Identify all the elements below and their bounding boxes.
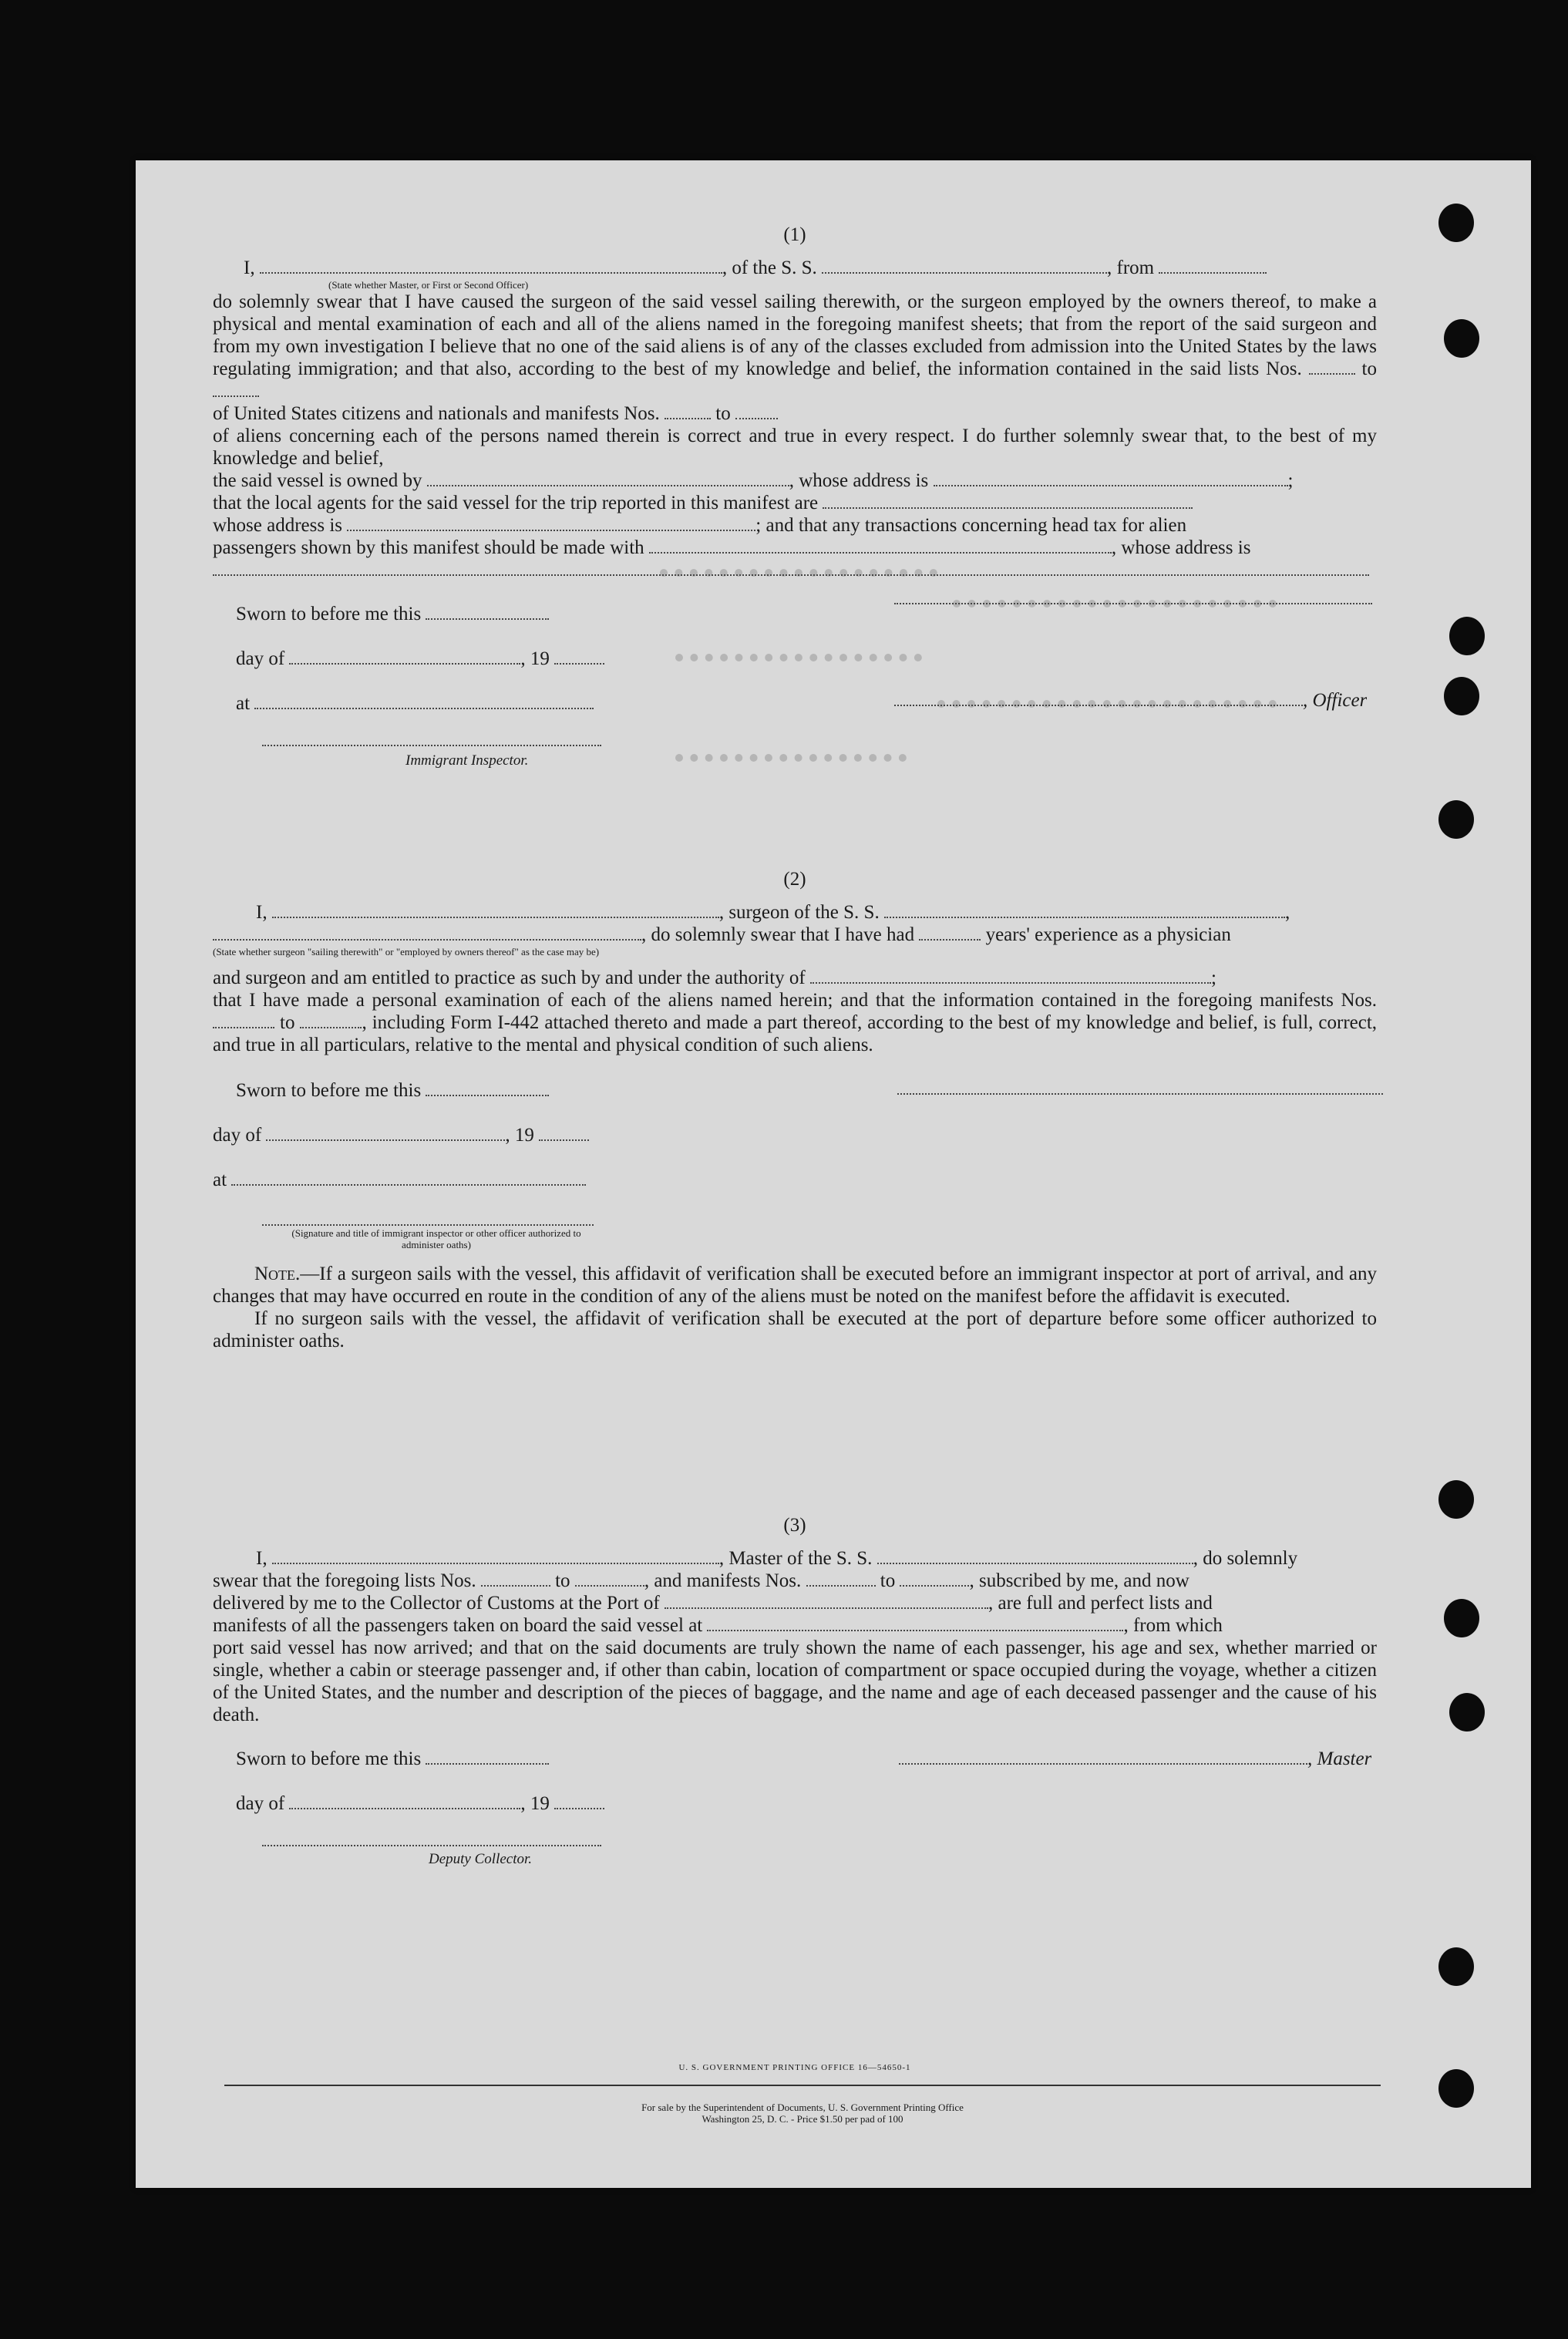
port-field[interactable] (665, 1594, 988, 1609)
place-field[interactable] (231, 1170, 586, 1186)
label-to: to (1361, 358, 1377, 379)
year-field[interactable] (554, 1794, 604, 1809)
caption-master: (State whether Master, or First or Second Officer) (328, 279, 529, 291)
month-field[interactable] (266, 1126, 505, 1141)
label-passengers: passengers shown by this manifest should be made with (213, 537, 644, 558)
at-line (236, 692, 594, 715)
section-1 (213, 224, 1377, 782)
label-i: I, (256, 902, 268, 923)
manifest-no-from-field[interactable] (806, 1571, 876, 1587)
officer-signature-field[interactable] (894, 691, 1303, 706)
footer-rule (224, 2085, 1381, 2086)
punch-hole-icon (1438, 1480, 1474, 1519)
label-citizens: of United States citizens and nationals and manifests Nos. (213, 403, 660, 424)
manifest-no-from-field[interactable] (213, 1013, 274, 1028)
year-field[interactable] (539, 1126, 589, 1141)
vessel-name-field[interactable] (884, 903, 1285, 918)
from-port-field[interactable] (1159, 258, 1267, 274)
punch-hole-icon (1449, 617, 1485, 655)
section-2 (213, 868, 1377, 1352)
footer (220, 2102, 1385, 2125)
label-years-experience: years' experience as a physician (985, 924, 1231, 945)
manifest-no-from-field[interactable] (665, 404, 711, 419)
label-whose-address: whose address is (213, 515, 343, 536)
citizens-line (213, 402, 1377, 425)
label-sworn: Sworn to before me this (236, 604, 422, 624)
label-year: , 19 (505, 1125, 534, 1146)
label-to: to (280, 1012, 295, 1033)
footer-line-2: Washington 25, D. C. - Price $1.50 per pad of 100 (702, 2113, 903, 2125)
label-to: to (715, 403, 731, 424)
label-day-of: day of (213, 1125, 262, 1146)
years-field[interactable] (919, 925, 981, 941)
section2-signatures (213, 1056, 1377, 1249)
head-tax-agent-field[interactable] (649, 538, 1112, 554)
sworn-line (236, 1079, 549, 1102)
label-master: , Master (1307, 1748, 1372, 1769)
agents-address-line (213, 514, 1377, 537)
punch-hole-icon (1438, 1947, 1474, 1986)
label-subscribed: , subscribed by me, and now (969, 1570, 1189, 1591)
officer-signature-top-field[interactable] (894, 603, 1372, 604)
body-text: , including Form I-442 attached thereto and made a part thereof, according to (362, 1012, 964, 1033)
label-authority: and surgeon and am entitled to practice as such by and under the authority of (213, 968, 806, 988)
experience-line (213, 924, 1377, 946)
label-agents: that the local agents for the said vessel for the trip reported in this manifest are (213, 493, 819, 513)
head-tax-address-field[interactable] (213, 560, 1369, 576)
list-no-to-field[interactable] (213, 382, 259, 397)
surgeon-name-field[interactable] (272, 903, 719, 918)
label-manifests-all: manifests of all the passengers taken on board the said vessel at (213, 1615, 703, 1636)
inspector-caption: Immigrant Inspector. (405, 752, 529, 769)
year-field[interactable] (554, 649, 604, 665)
punch-hole-icon (1438, 204, 1474, 242)
sworn-day-field[interactable] (426, 604, 549, 620)
label-delivered: delivered by me to the Collector of Customs at the Port of (213, 1593, 660, 1614)
label-day-of: day of (236, 648, 285, 669)
day-of-line (236, 1792, 604, 1815)
label-from: , from (1107, 257, 1155, 278)
manifest-no-to-field[interactable] (735, 404, 778, 419)
master-line (213, 1547, 1377, 1570)
master-name-field[interactable] (260, 258, 722, 274)
section-number: (1) (783, 224, 806, 245)
officer-line (894, 689, 1367, 712)
list-no-from-field[interactable] (1309, 359, 1355, 375)
owner-field[interactable] (427, 471, 789, 486)
label-head-tax: ; and that any transactions concerning head tax for alien (755, 515, 1187, 536)
section-3 (213, 1514, 1377, 1873)
label-of-ss: , of the S. S. (722, 257, 817, 278)
passengers-line (213, 537, 1377, 559)
label-from-which: , from which (1123, 1615, 1223, 1636)
manifests-line (213, 1614, 1377, 1637)
list-no-to-field[interactable] (575, 1571, 644, 1587)
section-number: (3) (783, 1515, 806, 1536)
authority-line: and surgeon and am entitled to practice as such by and under the authority of ; (213, 968, 1216, 988)
at-line (213, 1169, 586, 1191)
vessel-name-field[interactable] (877, 1549, 1193, 1564)
label-full-perfect: , are full and perfect lists and (988, 1593, 1213, 1614)
punch-hole-icon (1444, 677, 1479, 715)
note-label: Note. (254, 1264, 301, 1284)
punch-hole-icon (1438, 2069, 1474, 2108)
master-signature-field[interactable] (899, 1749, 1307, 1765)
label-i: I, (244, 257, 255, 278)
footer-line-1: For sale by the Superintendent of Documents, U. S. Government Printing Office (641, 2102, 964, 2113)
label-and-manifests: , and manifests Nos. (644, 1570, 802, 1591)
master-signature-line (899, 1748, 1371, 1770)
official-signature-field[interactable] (262, 1224, 594, 1226)
label-at: at (213, 1170, 227, 1190)
punch-hole-icon (1444, 1599, 1479, 1637)
authority-field[interactable] (810, 968, 1211, 984)
surgeon-signature-field[interactable] (897, 1093, 1383, 1095)
agents-field[interactable] (823, 493, 1193, 509)
label-swear-lists: swear that the foregoing lists Nos. (213, 1570, 476, 1591)
label-day-of: day of (236, 1793, 285, 1814)
label-do-solemnly: , do solemnly (1193, 1548, 1298, 1569)
master-name-field[interactable] (272, 1549, 719, 1564)
punch-hole-icon (1444, 319, 1479, 358)
label-whose-address: , whose address is (789, 470, 929, 491)
aliens-text: of aliens concerning each of the persons named therein is correct and true in every respect. I do further solemnly swear that, to the best of my knowledge and belief, (213, 426, 1377, 469)
delivered-line (213, 1592, 1377, 1614)
surgeon-status-field[interactable] (213, 925, 641, 941)
note-text: —If a surgeon sails with the vessel, this affidavit of verification shall be executed before an immigrant inspector at port of arrival, and any changes that may have occurred en route in the condition of any of the aliens must be noted on the manifest before the affidavit is executed. (213, 1264, 1377, 1307)
label-sworn: Sworn to before me this (236, 1748, 422, 1769)
place-field[interactable] (254, 694, 594, 709)
label-whose-address: , whose address is (1111, 537, 1251, 558)
label-surgeon-of: , surgeon of the S. S. (718, 902, 880, 923)
section3-body: port said vessel has now arrived; and that on the said documents are truly shown the name of each passenger, his age and sex, whether married or single, whether a cabin or steerage passenger and, if other than cabin, location of compartment or space occupied during the voyage, whether a citizen of the United States, and the number and description of the pieces of baggage, and the name and age of each deceased passenger and the cause of his death. (213, 1637, 1377, 1725)
section1-signatures (213, 581, 1377, 782)
body-text: do solemnly swear that I have caused the surgeon of the said vessel sailing therewith, or the surgeon employed by the owners thereof, to make a physical and mental examination of each and all of the aliens named in the foregoing manifest sheets; that from the report of the said surgeon and from my own investigation I believe that no one of the said aliens is of any of the classes excluded from admission into the United States by the laws regulating immigration; and that also, according to the best of my knowledge and belief, the information contained in the said lists Nos. (213, 291, 1377, 379)
section3-signatures (213, 1726, 1377, 1873)
body-text: that I have made a personal examination of each of the aliens named herein; and that the information contained in the (213, 990, 1170, 1011)
label-swear-had: , do solemnly swear that I have had (641, 924, 915, 945)
master-line (213, 257, 1377, 279)
surgeon-line: I, , surgeon of the S. S. , (256, 902, 1290, 923)
gpo-imprint: U. S. GOVERNMENT PRINTING OFFICE 16—54650-1 (678, 2063, 911, 2072)
label-year: , 19 (520, 648, 550, 669)
manifest-no-to-field[interactable] (900, 1571, 969, 1587)
note-1 (213, 1263, 1377, 1307)
label-year: , 19 (520, 1793, 550, 1814)
sworn-day-field[interactable] (426, 1749, 549, 1765)
owner-address-field[interactable] (934, 471, 1288, 486)
sworn-line (236, 1748, 549, 1770)
punch-hole-icon (1438, 800, 1474, 839)
label-foregoing: foregoing manifests Nos. (1177, 990, 1378, 1011)
month-field[interactable] (289, 649, 520, 665)
owner-line: the said vessel is owned by , whose address is ; (213, 470, 1294, 491)
form-page (136, 160, 1531, 2188)
deputy-signature-field[interactable] (262, 1845, 601, 1846)
section1-body (213, 291, 1377, 402)
month-field[interactable] (289, 1794, 520, 1809)
list-no-from-field[interactable] (481, 1571, 550, 1587)
label-i: I, (256, 1548, 268, 1569)
note-2: If no surgeon sails with the vessel, the affidavit of verification shall be executed at the port of departure before some officer authorized to administer oaths. (213, 1308, 1377, 1351)
sworn-day-field[interactable] (426, 1081, 549, 1096)
agents-line (213, 492, 1377, 514)
punch-hole-icon (1449, 1693, 1485, 1732)
label-officer: , Officer (1303, 690, 1368, 711)
sworn-line (236, 603, 549, 625)
manifest-no-to-field[interactable] (300, 1013, 362, 1028)
section-number: (2) (783, 869, 806, 890)
day-of-line (213, 1124, 589, 1146)
inspector-signature-field[interactable] (262, 745, 601, 746)
address-continued-line (213, 559, 1377, 581)
lists-line (213, 1570, 1377, 1592)
label-master-of: , Master of the S. S. (718, 1548, 873, 1569)
label-to: to (555, 1570, 570, 1591)
label-to: to (880, 1570, 896, 1591)
deputy-caption: Deputy Collector. (429, 1851, 533, 1867)
label-sworn: Sworn to before me this (236, 1080, 422, 1101)
day-of-line (236, 648, 604, 670)
label-at: at (236, 693, 251, 714)
caption-surgeon: (State whether surgeon "sailing therewith" or "employed by owners thereof" as the case may be) (213, 946, 600, 957)
caption-signature: (Signature and title of immigrant inspector or other officer authorized to administer oaths) (291, 1227, 581, 1250)
label-owned: the said vessel is owned by (213, 470, 422, 491)
agents-address-field[interactable] (347, 516, 755, 531)
section2-body (213, 989, 1377, 1056)
departure-port-field[interactable] (707, 1616, 1123, 1631)
vessel-name-field[interactable] (822, 258, 1107, 274)
body-text: the best of my knowledge and belief, is full, correct, and true in all particulars, relative to the mental and physical condition of such aliens. (213, 1012, 1378, 1055)
